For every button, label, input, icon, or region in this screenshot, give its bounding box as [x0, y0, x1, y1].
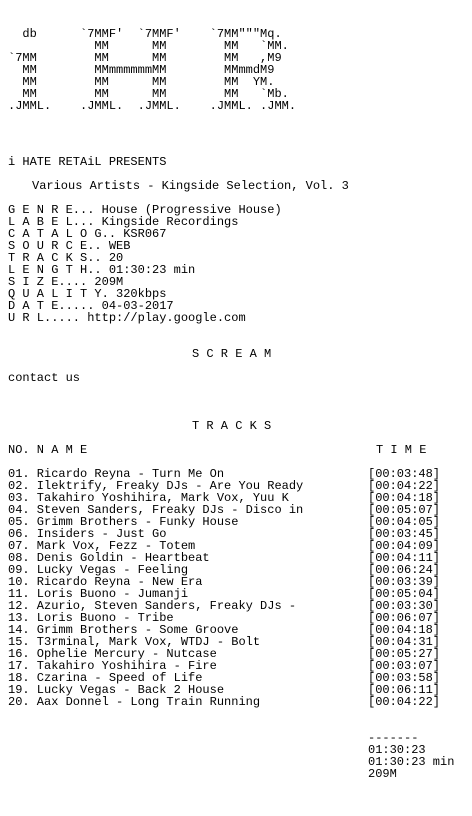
track-title: 06. Insiders - Just Go [8, 528, 167, 540]
track-title: 02. Ilektrify, Freaky DJs - Are You Ready [8, 480, 304, 492]
info-genre: G E N R E... House (Progressive House) [8, 203, 282, 217]
track-time: [00:03:39] [368, 575, 441, 589]
ascii-logo-line: `7MM MM MM MM ,M9 [8, 51, 282, 65]
ascii-logo-line: MM MM MM `MM. [8, 39, 289, 53]
track-time: [00:04:18] [368, 623, 441, 637]
track-title: 05. Grimm Brothers - Funky House [8, 516, 239, 528]
track-time: [00:06:11] [368, 683, 441, 697]
total-length: 01:30:23 min [368, 755, 455, 769]
column-time: T I M E [376, 443, 427, 457]
totals-separator: ------- [368, 731, 419, 745]
info-quality: Q U A L I T Y. 320kbps [8, 287, 167, 301]
ascii-logo-line: db `7MMF' `7MMF' `7MM"""Mq. [8, 27, 282, 41]
track-time: [00:04:09] [368, 539, 441, 553]
track-time: [00:03:45] [368, 527, 441, 541]
track-title: 17. Takahiro Yoshihira - Fire [8, 660, 217, 672]
info-length: L E N G T H.. 01:30:23 min [8, 263, 196, 277]
track-time: [00:05:04] [368, 587, 441, 601]
track-title: 09. Lucky Vegas - Feeling [8, 564, 189, 576]
scream-heading: S C R E A M [192, 347, 272, 361]
track-title: 13. Loris Buono - Tribe [8, 612, 174, 624]
tracks-heading: T R A C K S [192, 419, 272, 433]
track-time: [00:06:24] [368, 563, 441, 577]
info-tracks: T R A C K S.. 20 [8, 251, 124, 265]
info-url[interactable]: U R L..... http://play.google.com [8, 311, 246, 325]
track-title: 11. Loris Buono - Jumanji [8, 588, 189, 600]
ascii-logo-line: MM MM MM MM `Mb. [8, 87, 289, 101]
total-time: 01:30:23 [368, 743, 426, 757]
track-title: 18. Czarina - Speed of Life [8, 672, 203, 684]
info-catalog: C A T A L O G.. KSR067 [8, 227, 167, 241]
track-title: 15. T3rminal, Mark Vox, WTDJ - Bolt [8, 636, 261, 648]
track-time: [00:04:05] [368, 515, 441, 529]
table-row [8, 696, 472, 708]
ascii-logo-line: MM MMmmmmmmMM MMmmdM9 [8, 63, 275, 77]
info-date: D A T E..... 04-03-2017 [8, 299, 174, 313]
track-time: [00:04:22] [368, 479, 441, 493]
presents-line: i HATE RETAiL PRESENTS [8, 155, 167, 169]
track-time: [00:04:11] [368, 551, 441, 565]
track-title: 08. Denis Goldin - Heartbeat [8, 552, 210, 564]
track-title: 03. Takahiro Yoshihira, Mark Vox, Yuu K [8, 492, 289, 504]
info-source: S O U R C E.. WEB [8, 239, 131, 253]
track-time: [00:04:18] [368, 491, 441, 505]
contact-link[interactable]: contact us [8, 371, 81, 385]
info-size: S I Z E.... 209M [8, 275, 124, 289]
release-title: Various Artists - Kingside Selection, Vol. 3 [32, 179, 349, 193]
track-title: 20. Aax Donnel - Long Train Running [8, 696, 261, 708]
track-time: [00:06:07] [368, 611, 441, 625]
track-time: [00:03:58] [368, 671, 441, 685]
track-title: 12. Azurio, Steven Sanders, Freaky DJs - [8, 600, 297, 612]
track-time: [00:04:22] [368, 695, 441, 709]
track-title: 14. Grimm Brothers - Some Groove [8, 624, 239, 636]
track-title: 19. Lucky Vegas - Back 2 House [8, 684, 225, 696]
track-time: [00:03:30] [368, 599, 441, 613]
total-size: 209M [368, 767, 397, 781]
track-time: [00:04:31] [368, 635, 441, 649]
ascii-logo-line: .JMML. .JMML. .JMML. .JMML. .JMM. [8, 99, 297, 113]
track-title: 16. Ophelie Mercury - Nutcase [8, 648, 217, 660]
ascii-logo [8, 28, 296, 112]
track-time: [00:05:07] [368, 503, 441, 517]
track-title: 01. Ricardo Reyna - Turn Me On [8, 468, 225, 480]
totals [368, 732, 454, 780]
ascii-logo-line: MM MM MM MM YM. [8, 75, 275, 89]
track-time: [00:05:27] [368, 647, 441, 661]
track-title: 07. Mark Vox, Fezz - Totem [8, 540, 196, 552]
tracklist-header [8, 444, 472, 456]
track-title: 04. Steven Sanders, Freaky DJs - Disco in [8, 504, 304, 516]
track-title: 10. Ricardo Reyna - New Era [8, 576, 203, 588]
column-no-name: NO. N A M E [8, 444, 88, 456]
info-label: L A B E L... Kingside Recordings [8, 215, 239, 229]
release-info [8, 204, 282, 324]
track-time: [00:03:07] [368, 659, 441, 673]
track-time: [00:03:48] [368, 467, 441, 481]
